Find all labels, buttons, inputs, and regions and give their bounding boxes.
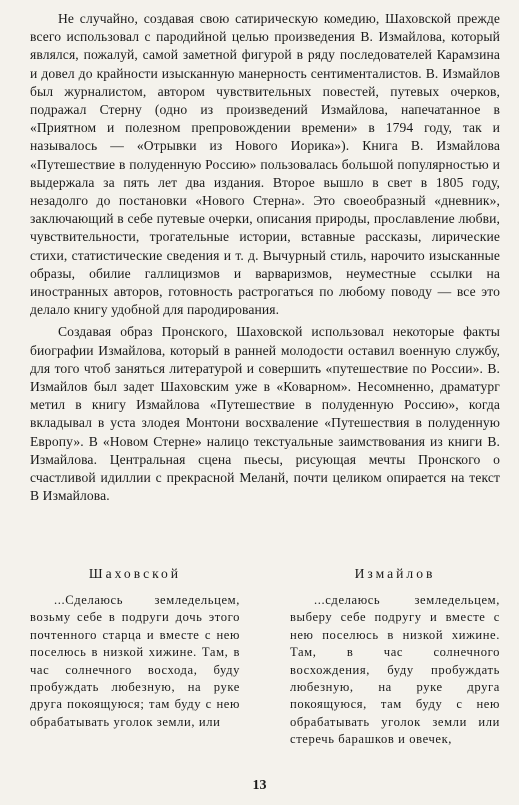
paragraph-1: Не случайно, создавая свою сатирическую комедию, Шаховской прежде всего использовал с пародийной целью произведения В. Измайлова, который являлся, пожалуй, самой заметной фигурой в ряду последователей Карамзина и довел до крайности изысканную манерность сентименталистов. В. Измайлов был журналистом, автором чувствительных повестей, путевых очерков, подражал Стерну (одно из произведений Измайлова, напечатанное в «Приятном и полезном препровождении времени» в 1794 году, так и называлось — «Отрывки из Нового Иорика»). Книга В. Измайлова «Путешествие в полуденную Россию» пользовалась большой популярностью и выдержала за пять лет два издания. Второе вышло в свет в 1805 году, незадолго до постановки «Нового Стерна». Это своеобразный «дневник», заключающий в себе путевые очерки, описания природы, прославление любви, чувствительности, трогательные истории, вставные рассказы, лирические стихи, статистические сведения и т. д. Вычурный стиль, нарочито изысканные образы, обилие галлицизмов и варваризмов, неуместные ссылки на иностранных авторов, готовность растрогаться по любому поводу — все это делало книгу удобной для пародирования. — [30, 11, 500, 318]
column-text: ...сделаюсь земледельцем, выберу себе подругу и вместе с нею поселюсь в низкой хижине. Там, в час солнечного восхождения, буду пробуждать любезную, на руке друга покоящуюся, там буду с нею обрабатывать уголок земли или стеречь барашков и овечек, — [290, 593, 500, 747]
column-shakhovskoy — [30, 566, 240, 749]
column-izmailov — [290, 566, 500, 749]
comparison-columns — [30, 566, 500, 749]
paragraph-2: Создавая образ Пронского, Шаховской использовал некоторые факты биографии Измайлова, который в ранней молодости оставил военную службу, для того чтоб заняться литературой и совершить «путешествие по России». В. Измайлов был задет Шаховским уже в «Коварном». Несомненно, драматург метил в книгу Измайлова «Путешествие в полуденную Россию», когда вкладывал в уста злодея Монтони восхваление «Путешествия в полуденную Европу». В «Новом Стерне» налицо текстуальные заимствования из книги В. Измайлова. Центральная сцена пьесы, рисующая мечты Пронского о счастливой идиллии с прекрасной Меланй, почти целиком опирается на текст В Измайлова. — [30, 324, 500, 504]
column-heading: Измайлов — [354, 566, 436, 581]
column-text: ...Сделаюсь земледельцем, возьму себе в подруги дочь этого почтенного старца и вместе с нею поселюсь в низкой хижине. Там, в час солнечного восхода, буду пробуждать любезную, на руке друга покоящуюся; там буду с нею обрабатывать уголок земли, или — [30, 593, 240, 729]
column-heading: Шаховской — [88, 566, 182, 581]
page-number: 13 — [252, 778, 267, 793]
main-text — [30, 10, 500, 505]
